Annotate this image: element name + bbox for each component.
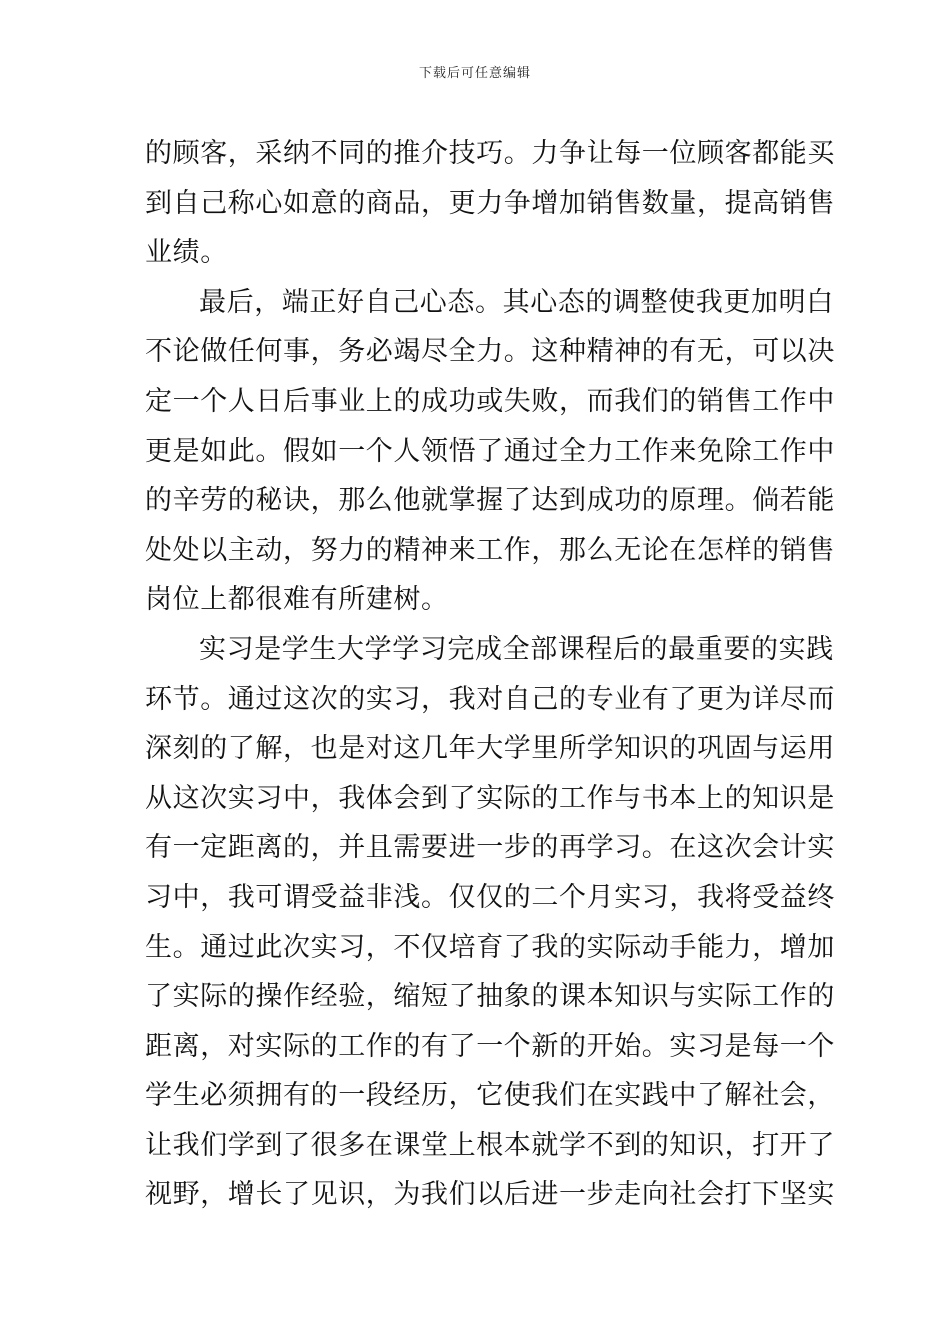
text-line: 距离，对实际的工作的有了一个新的开始。实习是每一个	[145, 1030, 835, 1062]
text-line: 的顾客，采纳不同的推介技巧。力争让每一位顾客都能买	[145, 138, 835, 169]
text-line: 深刻的了解，也是对这几年大学里所学知识的巩固与运用	[145, 733, 835, 765]
text-line: 岗位上都很难有所建树。	[145, 584, 449, 616]
text-line: 让我们学到了很多在课堂上根本就学不到的知识，打开了	[145, 1129, 835, 1161]
text-line: 的辛劳的秘诀，那么他就掌握了达到成功的原理。倘若能	[145, 485, 835, 517]
text-line: 不论做任何事，务必竭尽全力。这种精神的有无，可以决	[145, 336, 835, 368]
text-line: 定一个人日后事业上的成功或失败，而我们的销售工作中	[145, 385, 835, 417]
text-line: 更是如此。假如一个人领悟了通过全力工作来免除工作中	[145, 435, 835, 467]
text-line: 业绩。	[145, 237, 228, 269]
text-line: 有一定距离的，并且需要进一步的再学习。在这次会计实	[145, 832, 835, 864]
page-header: 下载后可任意编辑	[418, 66, 531, 81]
text-line: 到自己称心如意的商品，更力争增加销售数量，提高销售	[145, 187, 835, 219]
text-line: 学生必须拥有的一段经历，它使我们在实践中了解社会，	[145, 1080, 835, 1112]
text-line: 了实际的操作经验，缩短了抽象的课本知识与实际工作的	[145, 981, 835, 1013]
text-line: 生。通过此次实习，不仅培育了我的实际动手能力，增加	[145, 931, 835, 963]
text-line: 环节。通过这次的实习，我对自己的专业有了更为详尽而	[145, 683, 835, 715]
text-line: 习中，我可谓受益非浅。仅仅的二个月实习，我将受益终	[145, 881, 835, 913]
paragraph-first-line: 最后，端正好自己心态。其心态的调整使我更加明白	[199, 286, 834, 318]
paragraph-first-line: 实习是学生大学学习完成全部课程后的最重要的实践	[199, 633, 834, 665]
document-body	[145, 129, 835, 1220]
text-line: 处处以主动，努力的精神来工作，那么无论在怎样的销售	[145, 534, 835, 566]
text-line: 视野，增长了见识，为我们以后进一步走向社会打下坚实	[145, 1179, 835, 1211]
text-line: 从这次实习中，我体会到了实际的工作与书本上的知识是	[145, 782, 835, 814]
